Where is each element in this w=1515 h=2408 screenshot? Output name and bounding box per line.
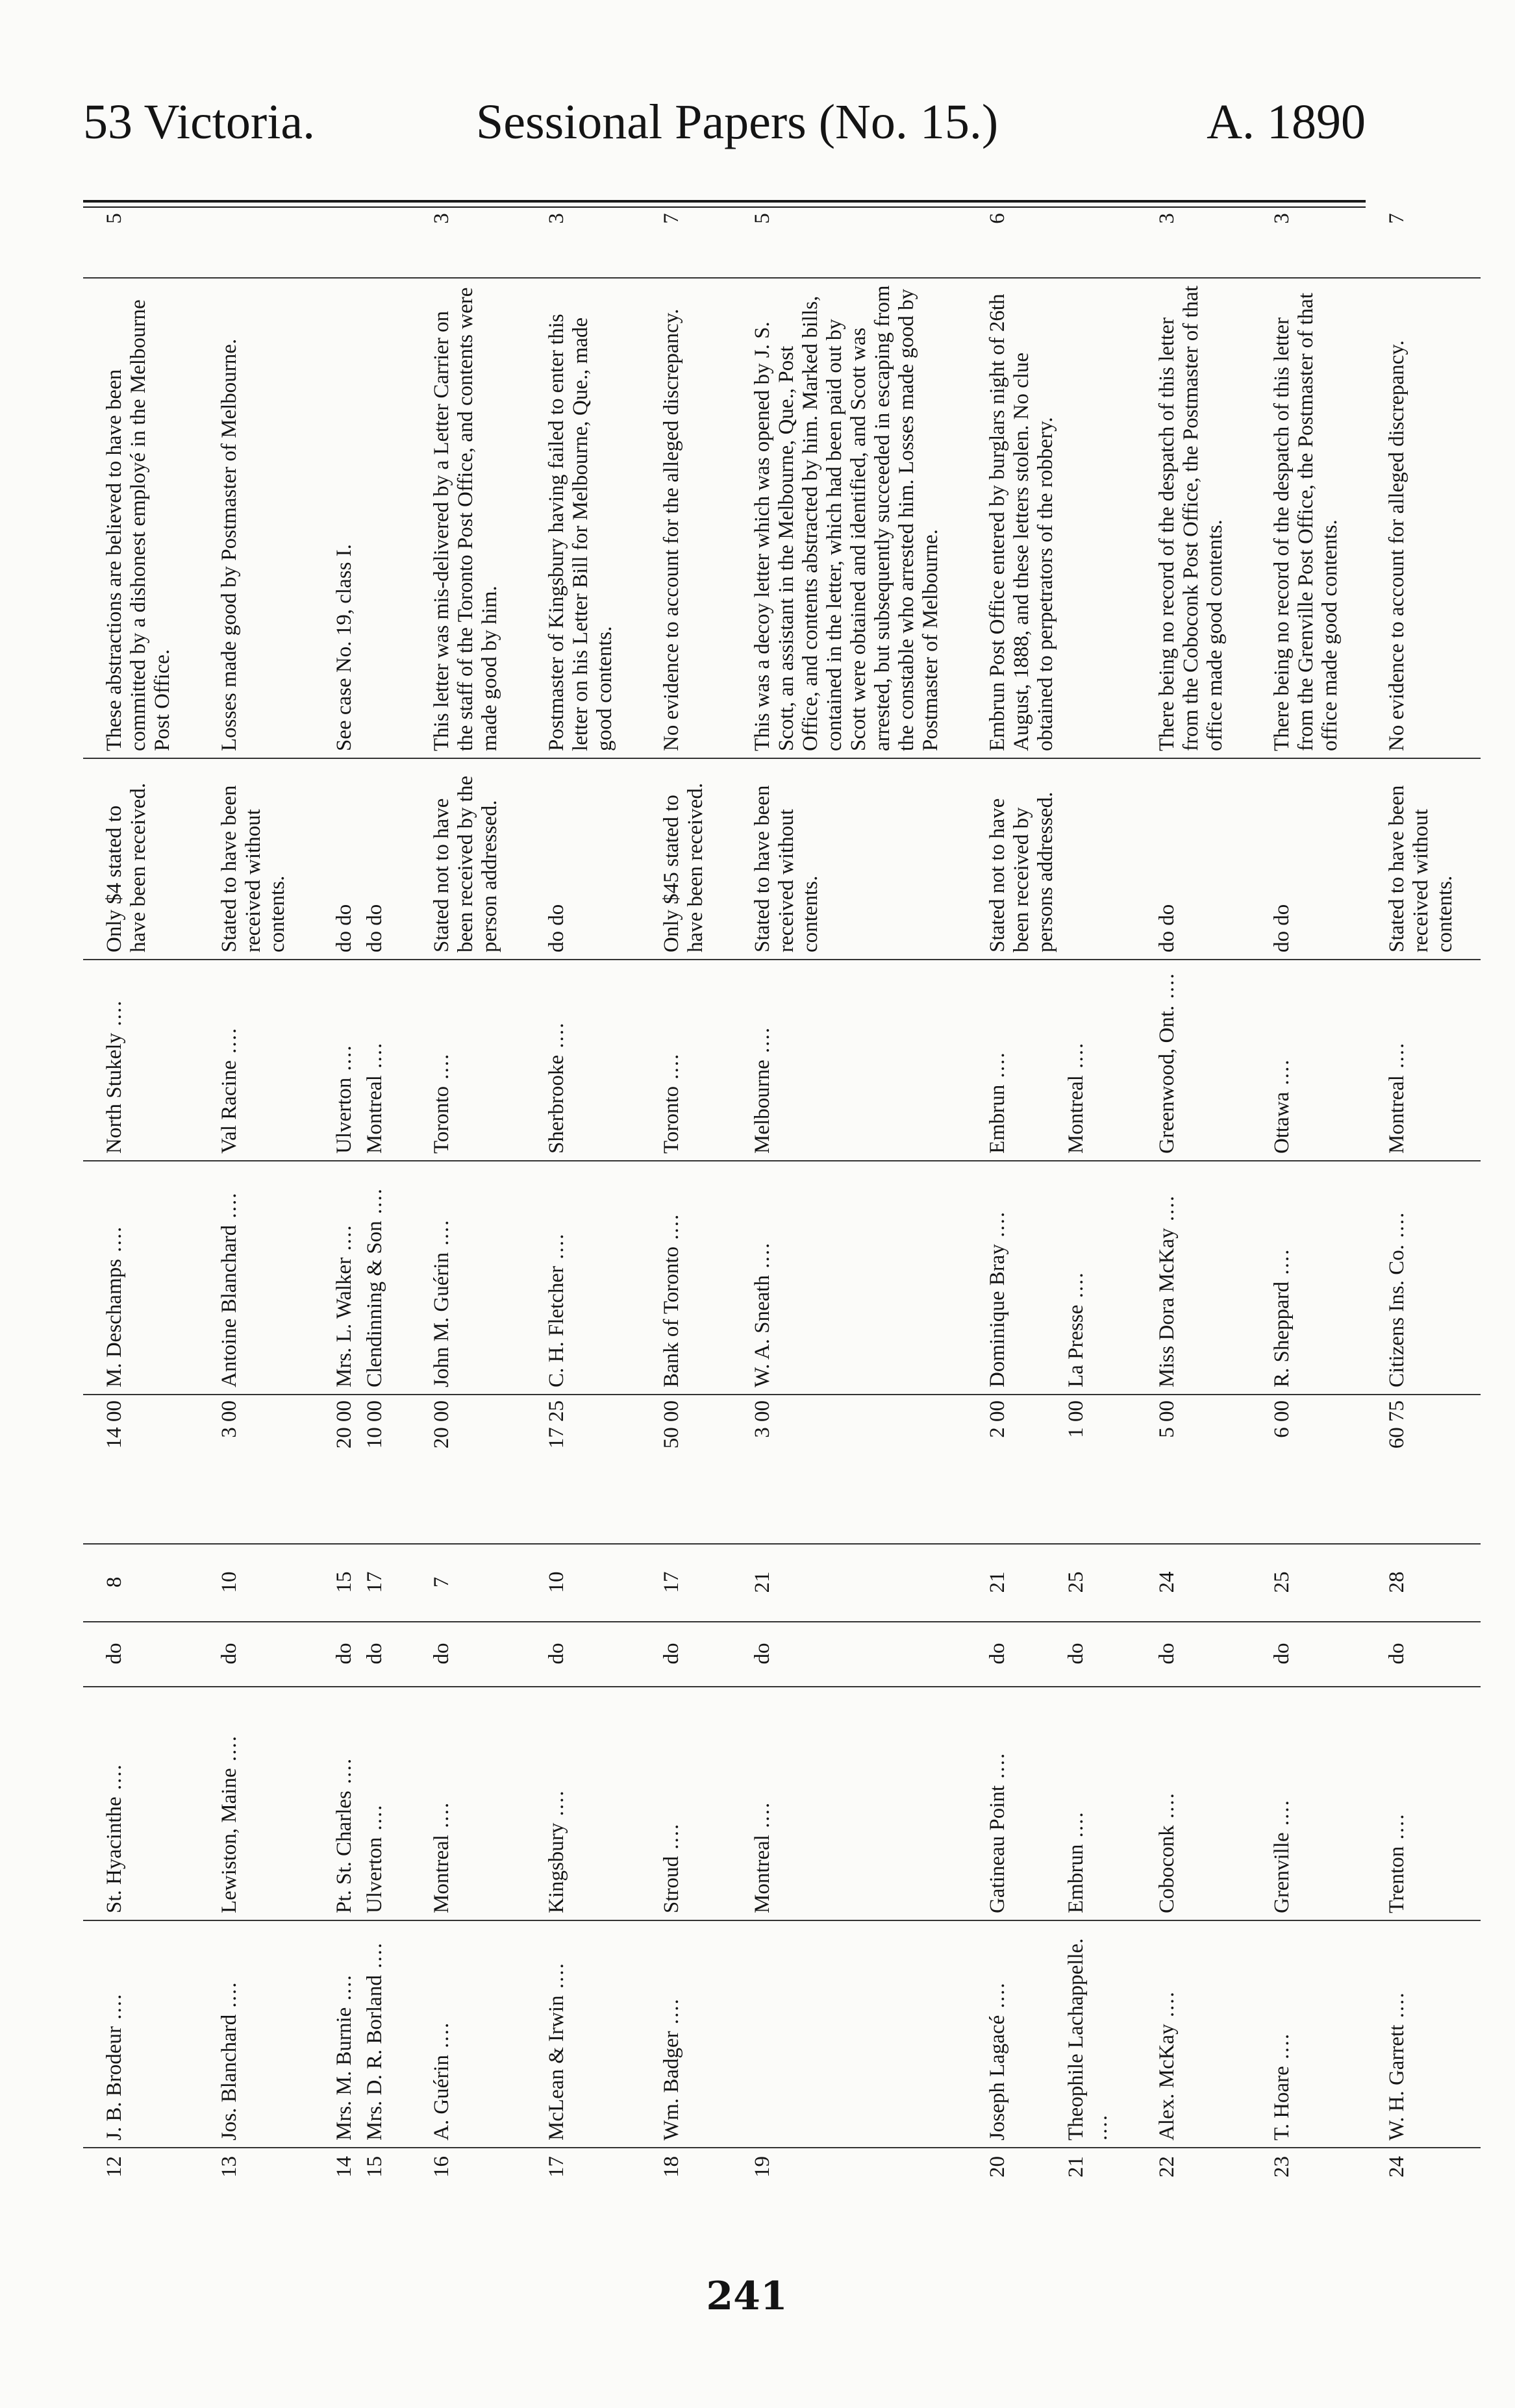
addressee-cell: Bank of Toronto .... xyxy=(640,1161,731,1395)
row-number: 22 xyxy=(1155,2156,1179,2178)
reference-cell: 3 xyxy=(410,161,525,278)
sender-cell xyxy=(731,1920,966,2148)
month-cell: do xyxy=(1136,1622,1251,1687)
posted-at-cell: Coboconk .... xyxy=(1136,1687,1251,1920)
addressee-cell: Dominique Bray .... xyxy=(966,1161,1062,1395)
month-cell: do xyxy=(731,1622,966,1687)
amount-cell: 17 25 xyxy=(525,1395,640,1544)
row-number: 21 xyxy=(1064,2156,1088,2178)
amount-cell: 1 00 xyxy=(1062,1395,1136,1544)
remarks-cell: There being no record of the despatch of this letter from the Grenville Post Office, the Postmaster of that office made good contents. xyxy=(1251,278,1366,758)
status-cell: do do xyxy=(1136,758,1251,960)
destination-cell: Melbourne .... xyxy=(731,960,966,1161)
status-cell: do do xyxy=(313,758,360,960)
row-number: 15 xyxy=(363,2156,386,2178)
sender-cell: T. Hoare .... xyxy=(1251,1920,1366,2148)
addressee-cell: R. Sheppard .... xyxy=(1251,1161,1366,1395)
remarks-cell: Losses made good by Postmaster of Melbourne. xyxy=(198,278,313,758)
sender-cell: Wm. Badger .... xyxy=(640,1920,731,2148)
status-cell: Only $45 stated to have been received. xyxy=(640,758,731,960)
day-cell: 15 xyxy=(313,1544,360,1622)
sender-cell: A. Guérin .... xyxy=(410,1920,525,2148)
remarks-cell: No evidence to account for the alleged discrepancy. xyxy=(640,278,731,758)
table-row xyxy=(731,161,966,2219)
reference-cell xyxy=(360,161,410,278)
month-cell: do xyxy=(1062,1622,1136,1687)
table-row xyxy=(410,161,525,2219)
addressee-cell: Antoine Blanchard .... xyxy=(198,1161,313,1395)
status-cell: Stated to have been received without contents. xyxy=(1366,758,1481,960)
row-number: 12 xyxy=(103,2156,126,2178)
reference-cell: 5 xyxy=(83,161,198,278)
posted-at-cell: Stroud .... xyxy=(640,1687,731,1920)
reference-cell xyxy=(1062,161,1136,278)
amount-cell: 20 00 xyxy=(410,1395,525,1544)
header-title: Sessional Papers (No. 15.) xyxy=(476,95,999,149)
table-row xyxy=(640,161,731,2219)
posted-at-cell: Embrun .... xyxy=(1062,1687,1136,1920)
day-cell: 7 xyxy=(410,1544,525,1622)
month-cell: do xyxy=(525,1622,640,1687)
row-number: 18 xyxy=(660,2156,683,2178)
row-number: 14 xyxy=(332,2156,356,2178)
addressee-cell: W. A. Sneath .... xyxy=(731,1161,966,1395)
destination-cell: Montreal .... xyxy=(360,960,410,1161)
table-row xyxy=(1251,161,1366,2219)
remarks-cell: This was a decoy letter which was opened by J. S. Scott, an assistant in the Melbourne, Que., Post Office, and contents abstracted by him. Marked bills, contained in the letter, which had been paid out by Scott were obtained and identified, and Scott was arrested, but subsequently succeeded in escaping from the constable who arrested him. Losses made good by Postmaster of Melbourne. xyxy=(731,278,966,758)
ledger-table xyxy=(83,161,1481,2219)
destination-cell: Montreal .... xyxy=(1062,960,1136,1161)
remarks-cell: These abstractions are believed to have been committed by a dishonest employé in the Melbourne Post Office. xyxy=(83,278,198,758)
table-row xyxy=(198,161,313,2219)
day-cell: 24 xyxy=(1136,1544,1251,1622)
page-number: 241 xyxy=(706,2274,788,2319)
month-cell: do xyxy=(410,1622,525,1687)
posted-at-cell: Montreal .... xyxy=(731,1687,966,1920)
day-cell: 21 xyxy=(966,1544,1062,1622)
addressee-cell: La Presse .... xyxy=(1062,1161,1136,1395)
sender-cell: Alex. McKay .... xyxy=(1136,1920,1251,2148)
addressee-cell: Mrs. L. Walker .... xyxy=(313,1161,360,1395)
month-cell: do xyxy=(640,1622,731,1687)
status-cell: do do xyxy=(1251,758,1366,960)
table-row xyxy=(966,161,1062,2219)
addressee-cell: C. H. Fletcher .... xyxy=(525,1161,640,1395)
destination-cell: Toronto .... xyxy=(410,960,525,1161)
posted-at-cell: Grenville .... xyxy=(1251,1687,1366,1920)
status-cell: Stated not to have been received by persons addressed. xyxy=(966,758,1062,960)
sender-cell: W. H. Garrett .... xyxy=(1366,1920,1481,2148)
posted-at-cell: Montreal .... xyxy=(410,1687,525,1920)
amount-cell: 3 00 xyxy=(198,1395,313,1544)
posted-at-cell: Ulverton .... xyxy=(360,1687,410,1920)
row-number: 17 xyxy=(545,2156,568,2178)
reference-cell: 3 xyxy=(1136,161,1251,278)
row-number: 13 xyxy=(218,2156,241,2178)
remarks-cell: This letter was mis-delivered by a Letter Carrier on the staff of the Toronto Post Office, and contents were made good by him. xyxy=(410,278,525,758)
destination-cell: Toronto .... xyxy=(640,960,731,1161)
amount-cell: 6 00 xyxy=(1251,1395,1366,1544)
remarks-cell: There being no record of the despatch of this letter from the Coboconk Post Office, the Postmaster of that office made good contents. xyxy=(1136,278,1251,758)
ledger-table-rotated xyxy=(83,213,1457,2219)
day-cell: 8 xyxy=(83,1544,198,1622)
day-cell: 25 xyxy=(1062,1544,1136,1622)
remarks-cell: Postmaster of Kingsbury having failed to enter this letter on his Letter Bill for Melbourne, Que., made good contents. xyxy=(525,278,640,758)
reference-cell xyxy=(313,161,360,278)
posted-at-cell: Gatineau Point .... xyxy=(966,1687,1062,1920)
amount-cell: 14 00 xyxy=(83,1395,198,1544)
month-cell: do xyxy=(966,1622,1062,1687)
table-row xyxy=(525,161,640,2219)
amount-cell: 20 00 xyxy=(313,1395,360,1544)
destination-cell: Ulverton .... xyxy=(313,960,360,1161)
reference-cell xyxy=(198,161,313,278)
sender-cell: J. B. Brodeur .... xyxy=(83,1920,198,2148)
amount-cell: 3 00 xyxy=(731,1395,966,1544)
sender-cell: Joseph Lagacé .... xyxy=(966,1920,1062,2148)
destination-cell: Greenwood, Ont. .... xyxy=(1136,960,1251,1161)
month-cell: do xyxy=(1251,1622,1366,1687)
month-cell: do xyxy=(1366,1622,1481,1687)
day-cell: 21 xyxy=(731,1544,966,1622)
destination-cell: Sherbrooke .... xyxy=(525,960,640,1161)
status-cell: Stated to have been received without contents. xyxy=(731,758,966,960)
reference-cell: 7 xyxy=(640,161,731,278)
status-cell: do do xyxy=(525,758,640,960)
remarks-cell: No evidence to account for alleged discrepancy. xyxy=(1366,278,1481,758)
status-cell: do do xyxy=(360,758,410,960)
table-row xyxy=(1062,161,1136,2219)
day-cell: 28 xyxy=(1366,1544,1481,1622)
destination-cell: North Stukely .... xyxy=(83,960,198,1161)
day-cell: 10 xyxy=(198,1544,313,1622)
header-year: A. 1890 xyxy=(1207,95,1366,149)
destination-cell: Val Racine .... xyxy=(198,960,313,1161)
month-cell: do xyxy=(83,1622,198,1687)
destination-cell: Ottawa .... xyxy=(1251,960,1366,1161)
status-cell: Stated not to have been received by the person addressed. xyxy=(410,758,525,960)
row-number: 23 xyxy=(1270,2156,1294,2178)
table-row xyxy=(1366,161,1481,2219)
row-number: 24 xyxy=(1385,2156,1409,2178)
header-session: 53 Victoria. xyxy=(83,95,316,149)
sender-cell: McLean & Irwin .... xyxy=(525,1920,640,2148)
sender-cell: Jos. Blanchard .... xyxy=(198,1920,313,2148)
day-cell: 10 xyxy=(525,1544,640,1622)
month-cell: do xyxy=(198,1622,313,1687)
posted-at-cell: Lewiston, Maine .... xyxy=(198,1687,313,1920)
status-cell xyxy=(1062,758,1136,960)
addressee-cell: M. Deschamps .... xyxy=(83,1161,198,1395)
destination-cell: Montreal .... xyxy=(1366,960,1481,1161)
amount-cell: 50 00 xyxy=(640,1395,731,1544)
addressee-cell: John M. Guérin .... xyxy=(410,1161,525,1395)
reference-cell: 6 xyxy=(966,161,1062,278)
amount-cell: 2 00 xyxy=(966,1395,1062,1544)
day-cell: 17 xyxy=(640,1544,731,1622)
addressee-cell: Clendinning & Son .... xyxy=(360,1161,410,1395)
posted-at-cell: Kingsbury .... xyxy=(525,1687,640,1920)
reference-cell: 5 xyxy=(731,161,966,278)
month-cell: do xyxy=(360,1622,410,1687)
amount-cell: 10 00 xyxy=(360,1395,410,1544)
sender-cell: Mrs. M. Burnie .... xyxy=(313,1920,360,2148)
amount-cell: 60 75 xyxy=(1366,1395,1481,1544)
remarks-cell xyxy=(360,278,410,758)
posted-at-cell: St. Hyacinthe .... xyxy=(83,1687,198,1920)
ledger-body xyxy=(83,161,1481,2219)
month-cell: do xyxy=(313,1622,360,1687)
remarks-cell: See case No. 19, class I. xyxy=(313,278,360,758)
posted-at-cell: Trenton .... xyxy=(1366,1687,1481,1920)
reference-cell: 7 xyxy=(1366,161,1481,278)
table-row xyxy=(360,161,410,2219)
day-cell: 25 xyxy=(1251,1544,1366,1622)
table-row xyxy=(1136,161,1251,2219)
sender-cell: Mrs. D. R. Borland .... xyxy=(360,1920,410,2148)
destination-cell: Embrun .... xyxy=(966,960,1062,1161)
status-cell: Only $4 stated to have been received. xyxy=(83,758,198,960)
row-number: 16 xyxy=(430,2156,453,2178)
table-row xyxy=(83,161,198,2219)
row-number: 20 xyxy=(986,2156,1009,2178)
reference-cell: 3 xyxy=(1251,161,1366,278)
row-number: 19 xyxy=(751,2156,774,2178)
remarks-cell xyxy=(1062,278,1136,758)
addressee-cell: Citizens Ins. Co. .... xyxy=(1366,1161,1481,1395)
day-cell: 17 xyxy=(360,1544,410,1622)
reference-cell: 3 xyxy=(525,161,640,278)
sender-cell: Theophile Lachappelle. .... xyxy=(1062,1920,1136,2148)
posted-at-cell: Pt. St. Charles .... xyxy=(313,1687,360,1920)
table-row xyxy=(313,161,360,2219)
addressee-cell: Miss Dora McKay .... xyxy=(1136,1161,1251,1395)
amount-cell: 5 00 xyxy=(1136,1395,1251,1544)
remarks-cell: Embrun Post Office entered by burglars night of 26th August, 1888, and these letters stolen. No clue obtained to perpetrators of the robbery. xyxy=(966,278,1062,758)
status-cell: Stated to have been received without contents. xyxy=(198,758,313,960)
